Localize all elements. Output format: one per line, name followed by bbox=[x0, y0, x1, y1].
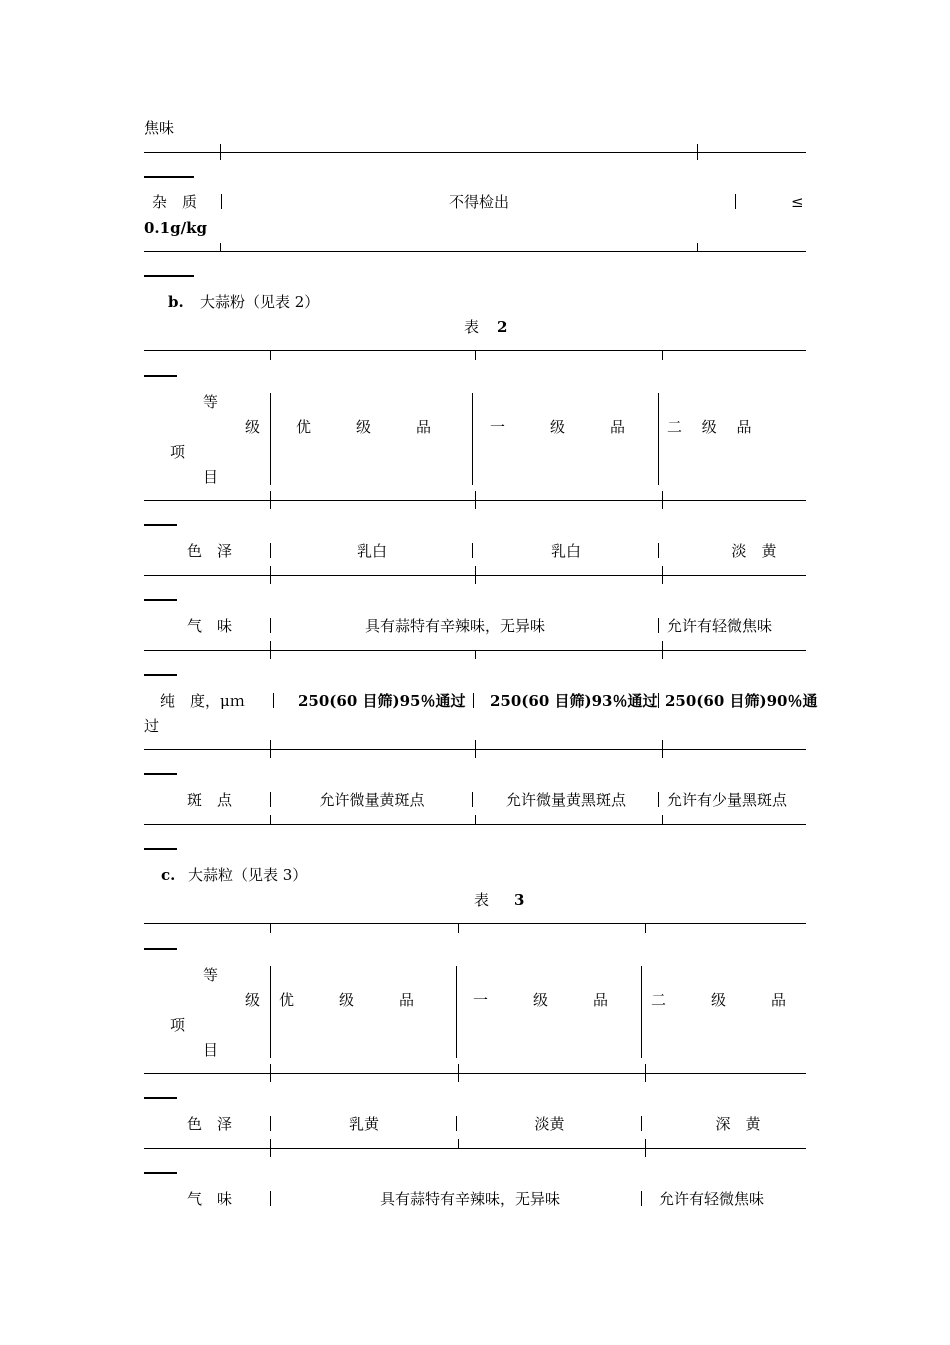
table-rule-wrap bbox=[144, 948, 177, 950]
cell-separator bbox=[270, 1191, 271, 1206]
table-rule-wrap bbox=[144, 674, 177, 676]
table-rule bbox=[144, 824, 806, 825]
header-corner-top: 等 bbox=[203, 966, 219, 984]
column-tick bbox=[270, 351, 271, 360]
cell-separator bbox=[658, 393, 659, 485]
impurity-limit-value: 0.1g/kg bbox=[144, 219, 207, 237]
cell-spots-second: 允许有少量黑斑点 bbox=[667, 791, 788, 809]
column-tick bbox=[475, 351, 476, 360]
cell-purity-second: 250(60 目筛)90％通 bbox=[665, 692, 818, 710]
cell-separator bbox=[270, 1116, 271, 1131]
column-tick bbox=[270, 1064, 271, 1082]
column-tick bbox=[475, 566, 476, 584]
column-tick bbox=[270, 1139, 271, 1157]
row-label-odor: 气 味 bbox=[187, 617, 233, 635]
column-tick bbox=[662, 815, 663, 824]
header-col-premium: 优 级 品 bbox=[296, 418, 432, 436]
column-tick bbox=[475, 650, 476, 659]
cell-color-premium: 乳黄 bbox=[348, 1115, 379, 1133]
section-c-marker: c. bbox=[161, 866, 176, 884]
cell-separator bbox=[456, 966, 457, 1058]
column-tick bbox=[475, 740, 476, 758]
cell-color-premium: 乳白 bbox=[356, 542, 387, 560]
column-tick bbox=[697, 243, 698, 252]
column-tick bbox=[662, 740, 663, 758]
column-tick bbox=[645, 924, 646, 933]
cell-separator bbox=[456, 1116, 457, 1131]
header-col-second-grade: 二 级 品 bbox=[651, 991, 787, 1009]
impurity-label: 杂 质 bbox=[152, 193, 198, 211]
column-tick bbox=[458, 1064, 459, 1082]
table1-continued-text: 焦味 bbox=[144, 119, 175, 137]
table-rule bbox=[144, 251, 806, 252]
table-rule-wrap bbox=[144, 1097, 177, 1099]
cell-color-first: 淡黄 bbox=[534, 1115, 565, 1133]
column-tick bbox=[458, 924, 459, 933]
row-label-color: 色 泽 bbox=[187, 1115, 233, 1133]
impurity-value: 不得检出 bbox=[448, 193, 509, 211]
cell-separator bbox=[641, 966, 642, 1058]
cell-odor-merged: 具有蒜特有辛辣味，无异味 bbox=[379, 1190, 560, 1208]
section-c-heading: 大蒜粒（见表 3） bbox=[188, 866, 308, 884]
row-label-color: 色 泽 bbox=[187, 542, 233, 560]
column-tick bbox=[662, 351, 663, 360]
column-tick bbox=[270, 566, 271, 584]
row-label-odor: 气 味 bbox=[187, 1190, 233, 1208]
header-col-first-grade: 一 级 品 bbox=[473, 991, 609, 1009]
cell-color-second: 深 黄 bbox=[715, 1115, 761, 1133]
cell-separator bbox=[735, 194, 736, 209]
column-tick bbox=[662, 641, 663, 659]
cell-color-first: 乳白 bbox=[550, 542, 581, 560]
cell-separator bbox=[472, 543, 473, 558]
header-col-second-grade: 二 级 品 bbox=[667, 418, 752, 436]
cell-separator bbox=[270, 393, 271, 485]
cell-separator bbox=[641, 1116, 642, 1131]
table-rule-wrap bbox=[144, 375, 177, 377]
cell-purity-premium: 250(60 目筛)95％通过 bbox=[298, 692, 466, 710]
cell-odor-second: 允许有轻微焦味 bbox=[667, 617, 773, 635]
column-tick bbox=[270, 740, 271, 758]
cell-color-second: 淡 黄 bbox=[731, 542, 777, 560]
table-rule bbox=[144, 1073, 806, 1074]
header-col-premium: 优 级 品 bbox=[279, 991, 415, 1009]
cell-separator bbox=[273, 693, 274, 708]
table-rule-wrap bbox=[144, 275, 194, 277]
column-tick bbox=[220, 144, 221, 160]
header-corner-bottom: 目 bbox=[203, 468, 219, 486]
impurity-limit-symbol: ≤ bbox=[791, 193, 804, 211]
header-corner-low: 项 bbox=[170, 1016, 186, 1034]
column-tick bbox=[270, 924, 271, 933]
cell-separator bbox=[473, 693, 474, 708]
column-tick bbox=[220, 243, 221, 252]
cell-purity-first: 250(60 目筛)93％通过 bbox=[490, 692, 658, 710]
table-rule-wrap bbox=[144, 524, 177, 526]
cell-separator bbox=[270, 543, 271, 558]
column-tick bbox=[645, 1139, 646, 1157]
column-tick bbox=[475, 815, 476, 824]
header-col-first-grade: 一 级 品 bbox=[490, 418, 626, 436]
header-corner-top: 等 bbox=[203, 393, 219, 411]
cell-separator bbox=[658, 543, 659, 558]
cell-separator bbox=[658, 792, 659, 807]
column-tick bbox=[697, 144, 698, 160]
column-tick bbox=[662, 491, 663, 509]
cell-separator bbox=[270, 618, 271, 633]
column-tick bbox=[270, 815, 271, 824]
table2-caption-word: 表 bbox=[464, 318, 480, 336]
column-tick bbox=[645, 1064, 646, 1082]
column-tick bbox=[270, 641, 271, 659]
cell-separator bbox=[472, 393, 473, 485]
column-tick bbox=[662, 566, 663, 584]
column-tick bbox=[475, 491, 476, 509]
header-corner-low: 项 bbox=[170, 443, 186, 461]
cell-spots-first: 允许微量黄黑斑点 bbox=[505, 791, 626, 809]
column-tick bbox=[458, 1139, 459, 1148]
cell-separator bbox=[270, 966, 271, 1058]
cell-separator bbox=[658, 693, 659, 708]
section-b-marker: b. bbox=[168, 293, 184, 311]
section-b-heading: 大蒜粉（见表 2） bbox=[200, 293, 320, 311]
table-rule-wrap bbox=[144, 848, 177, 850]
table2-caption-number: 2 bbox=[497, 318, 508, 336]
header-corner-mid: 级 bbox=[245, 418, 261, 436]
cell-odor-merged: 具有蒜特有辛辣味，无异味 bbox=[364, 617, 545, 635]
table-rule-wrap bbox=[144, 176, 194, 178]
cell-purity-wrap: 过 bbox=[144, 717, 160, 735]
table-rule bbox=[144, 923, 806, 924]
table3-caption-word: 表 bbox=[474, 891, 490, 909]
table-rule-wrap bbox=[144, 773, 177, 775]
column-tick bbox=[270, 491, 271, 509]
row-label-purity: 纯 度，μｍ bbox=[160, 692, 245, 710]
cell-separator bbox=[641, 1191, 642, 1206]
table3-caption-number: 3 bbox=[514, 891, 525, 909]
table-rule bbox=[144, 152, 806, 153]
header-corner-bottom: 目 bbox=[203, 1041, 219, 1059]
cell-odor-second: 允许有轻微焦味 bbox=[659, 1190, 765, 1208]
cell-separator bbox=[270, 792, 271, 807]
header-corner-mid: 级 bbox=[245, 991, 261, 1009]
cell-separator bbox=[658, 618, 659, 633]
table-rule-wrap bbox=[144, 599, 177, 601]
row-label-spots: 斑 点 bbox=[187, 791, 233, 809]
table-rule-wrap bbox=[144, 1172, 177, 1174]
table-rule bbox=[144, 1148, 806, 1149]
cell-spots-premium: 允许微量黄斑点 bbox=[319, 791, 425, 809]
cell-separator bbox=[472, 792, 473, 807]
